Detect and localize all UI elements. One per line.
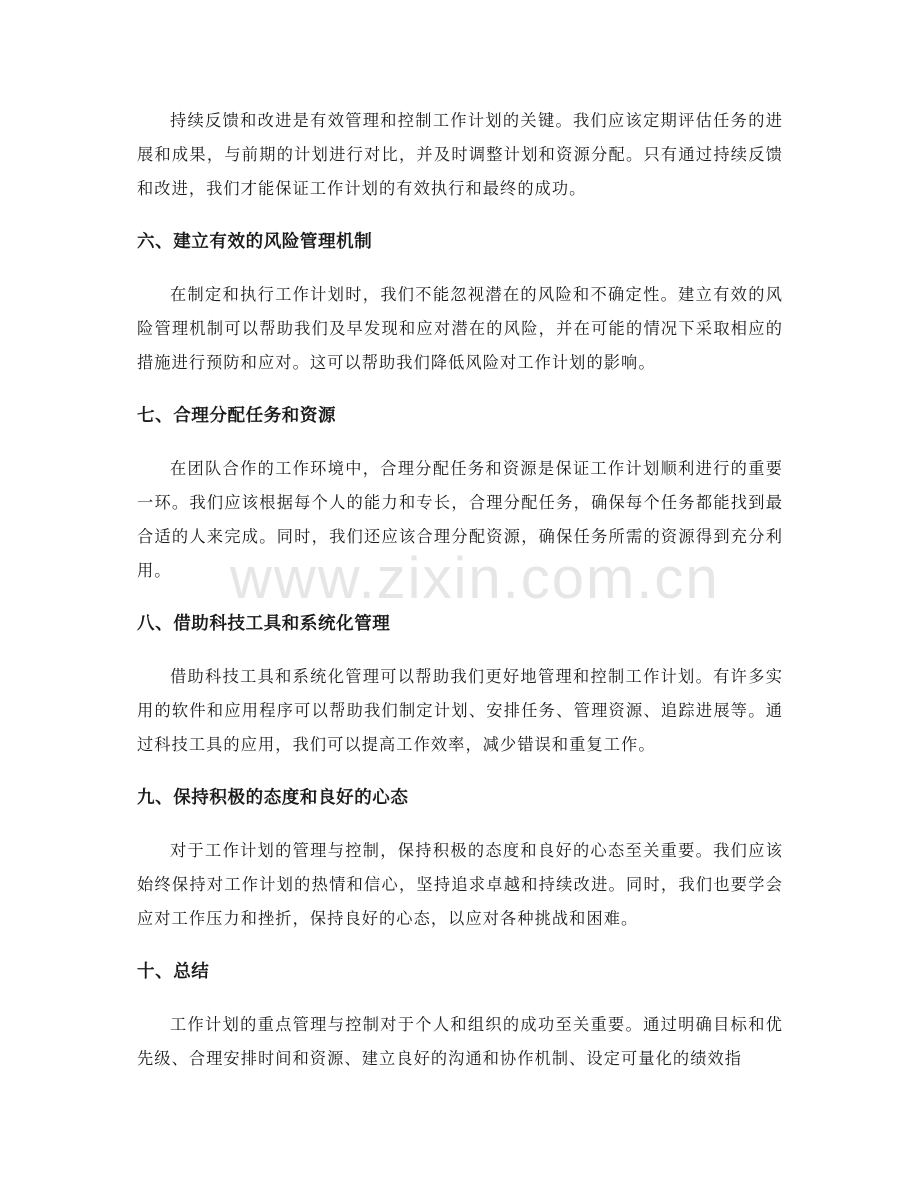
section-paragraph-10: 工作计划的重点管理与控制对于个人和组织的成功至关重要。通过明确目标和优先级、合理安排时间和资源、建立良好的沟通和协作机制、设定可量化的绩效指: [137, 1015, 783, 1068]
section-heading-8: 八、借助科技工具和系统化管理: [137, 614, 391, 634]
section-heading-9: 九、保持积极的态度和良好的心态: [137, 788, 409, 808]
intro-paragraph: 持续反馈和改进是有效管理和控制工作计划的关键。我们应该定期评估任务的进展和成果，与前期的计划进行对比，并及时调整计划和资源分配。只有通过持续反馈和改进，我们才能保证工作计划的有效执行和最终的成功。: [137, 111, 783, 198]
section-paragraph-6: 在制定和执行工作计划时，我们不能忽视潜在的风险和不确定性。建立有效的风险管理机制可以帮助我们及早发现和应对潜在的风险，并在可能的情况下采取相应的措施进行预防和应对。这可以帮助我们降低风险对工作计划的影响。: [137, 285, 783, 372]
section-heading-7: 七、合理分配任务和资源: [137, 406, 337, 426]
watermark: www.zixin.com.cn: [230, 546, 720, 611]
section-paragraph-7: 在团队合作的工作环境中，合理分配任务和资源是保证工作计划顺利进行的重要一环。我们应该根据每个人的能力和专长，合理分配任务，确保每个任务都能找到最合适的人来完成。同时，我们还应该合理分配资源，确保任务所需的资源得到充分利用。: [137, 459, 783, 580]
section-heading-6: 六、建立有效的风险管理机制: [137, 232, 373, 252]
section-paragraph-8: 借助科技工具和系统化管理可以帮助我们更好地管理和控制工作计划。有许多实用的软件和应用程序可以帮助我们制定计划、安排任务、管理资源、追踪进展等。通过科技工具的应用，我们可以提高工作效率，减少错误和重复工作。: [137, 667, 783, 754]
section-heading-10: 十、总结: [137, 962, 210, 982]
section-paragraph-9: 对于工作计划的管理与控制，保持积极的态度和良好的心态至关重要。我们应该始终保持对工作计划的热情和信心，坚持追求卓越和持续改进。同时，我们也要学会应对工作压力和挫折，保持良好的心态，以应对各种挑战和困难。: [137, 841, 783, 928]
